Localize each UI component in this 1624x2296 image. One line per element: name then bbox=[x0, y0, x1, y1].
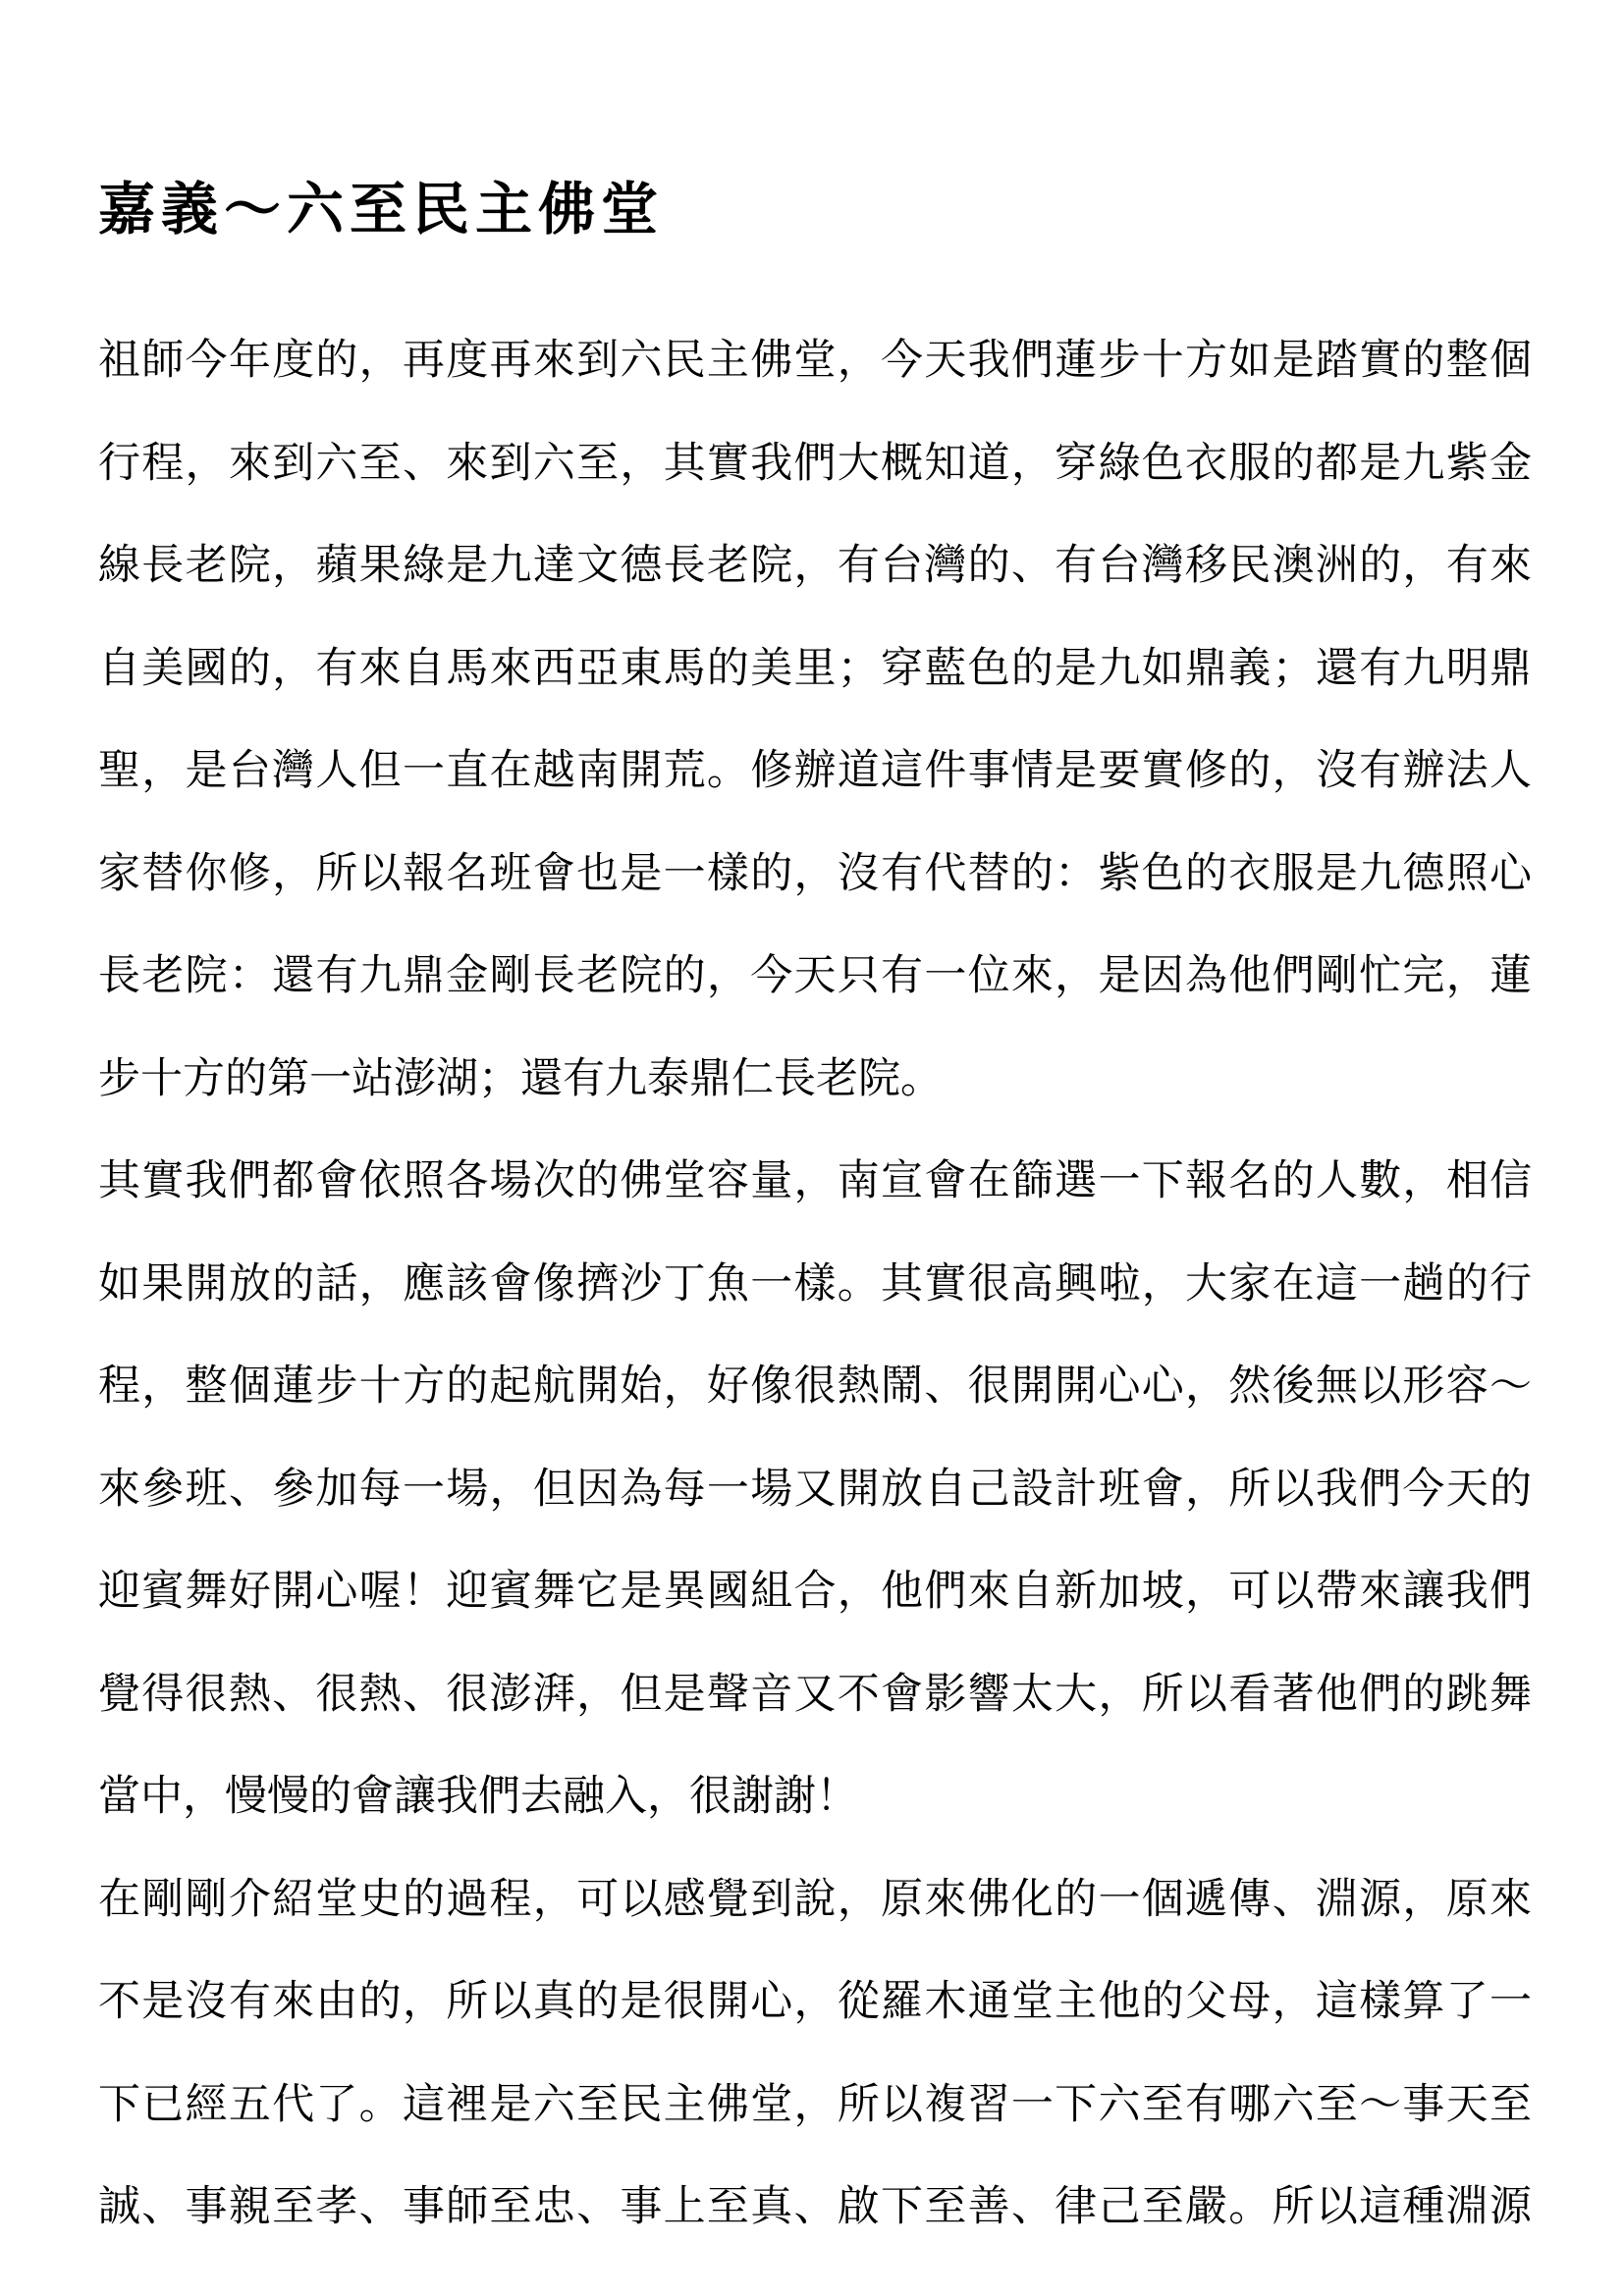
text-line: 覺得很熱、很熱、很澎湃，但是聲音又不會影響太大，所以看著他們的跳舞 bbox=[98, 1671, 1532, 1718]
text-line: 其實我們都會依照各場次的佛堂容量，南宣會在篩選一下報名的人數，相信 bbox=[98, 1158, 1532, 1204]
paragraph bbox=[98, 310, 1532, 1131]
paragraph bbox=[98, 1131, 1532, 1849]
text-line: 線長老院，蘋果綠是九達文德長老院，有台灣的、有台灣移民澳洲的，有來 bbox=[98, 543, 1532, 589]
text-line: 在剛剛介紹堂史的過程，可以感覺到說，原來佛化的一個遞傳、淵源，原來 bbox=[98, 1876, 1532, 1923]
text-line: 行程，來到六至、來到六至，其實我們大概知道，穿綠色衣服的都是九紫金 bbox=[98, 440, 1532, 487]
text-line: 下已經五代了。這裡是六至民主佛堂，所以複習一下六至有哪六至～事天至 bbox=[98, 2081, 1532, 2128]
text-line: 誠、事親至孝、事師至忠、事上至真、啟下至善、律己至嚴。所以這種淵源 bbox=[98, 2184, 1532, 2230]
text-line: 程，整個蓮步十方的起航開始，好像很熱鬧、很開開心心，然後無以形容～ bbox=[98, 1363, 1532, 1410]
text-line: 步十方的第一站澎湖；還有九泰鼎仁長老院。 bbox=[98, 1055, 943, 1102]
paragraph bbox=[98, 1849, 1532, 2260]
text-line: 長老院：還有九鼎金剛長老院的，今天只有一位來，是因為他們剛忙完，蓮 bbox=[98, 953, 1532, 999]
text-line: 家替你修，所以報名班會也是一樣的，沒有代替的：紫色的衣服是九德照心 bbox=[98, 850, 1532, 897]
text-line: 來參班、參加每一場，但因為每一場又開放自己設計班會，所以我們今天的 bbox=[98, 1466, 1532, 1513]
text-line: 聖，是台灣人但一直在越南開荒。修辦道這件事情是要實修的，沒有辦法人 bbox=[98, 748, 1532, 794]
text-line: 祖師今年度的，再度再來到六民主佛堂，今天我們蓮步十方如是踏實的整個 bbox=[98, 338, 1532, 384]
text-line: 如果開放的話，應該會像擠沙丁魚一樣。其實很高興啦，大家在這一趟的行 bbox=[98, 1260, 1532, 1308]
text-line: 不是沒有來由的，所以真的是很開心，從羅木通堂主他的父母，這樣算了一 bbox=[98, 1979, 1532, 2025]
page-title: 嘉義～六至民主佛堂 bbox=[98, 178, 665, 241]
text-line: 自美國的，有來自馬來西亞東馬的美里；穿藍色的是九如鼎義；還有九明鼎 bbox=[98, 645, 1532, 692]
text-line: 當中，慢慢的會讓我們去融入，很謝謝！ bbox=[98, 1774, 858, 1820]
document-body bbox=[98, 310, 1532, 2260]
text-line: 迎賓舞好開心喔！迎賓舞它是異國組合，他們來自新加坡，可以帶來讓我們 bbox=[98, 1569, 1532, 1615]
